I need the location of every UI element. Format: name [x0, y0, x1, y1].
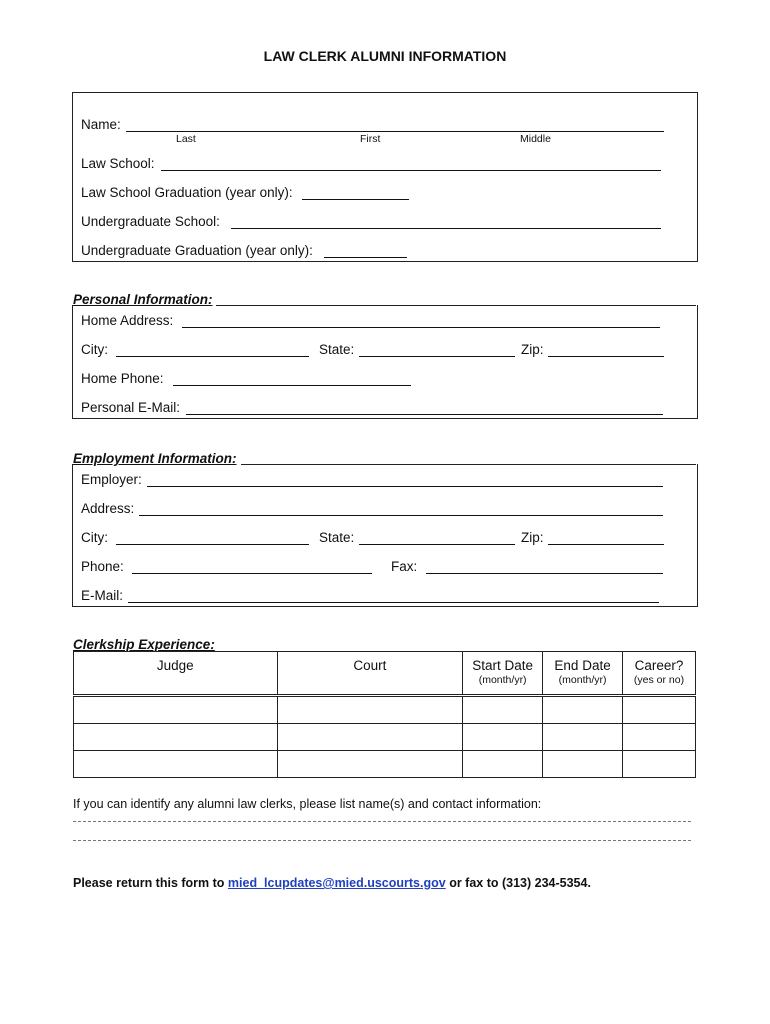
table-row [74, 696, 696, 724]
employer-field[interactable] [147, 486, 663, 487]
personal-city-field[interactable] [116, 356, 309, 357]
start-date-cell[interactable] [463, 724, 543, 751]
home-phone-label: Home Phone: [81, 371, 164, 386]
judge-cell[interactable] [74, 751, 278, 778]
career-cell[interactable] [623, 724, 696, 751]
form-title: LAW CLERK ALUMNI INFORMATION [263, 48, 507, 64]
start-date-column-title: Start Date [472, 658, 534, 673]
table-row [74, 724, 696, 751]
personal-city-label: City: [81, 342, 108, 357]
start-date-column-header [463, 652, 543, 696]
undergrad-grad-field[interactable] [324, 257, 407, 258]
personal-state-label: State: [319, 342, 355, 357]
employment-email-field[interactable] [128, 602, 659, 603]
name-label: Name: [81, 117, 121, 132]
employment-phone-field[interactable] [132, 573, 372, 574]
employer-label: Employer: [81, 472, 142, 487]
career-column-sub: (yes or no) [633, 674, 685, 686]
employment-address-field[interactable] [139, 515, 663, 516]
law-grad-label: Law School Graduation (year only): [81, 185, 293, 200]
employment-state-label: State: [319, 530, 355, 545]
return-instructions [73, 876, 591, 890]
undergrad-grad-label: Undergraduate Graduation (year only): [81, 243, 313, 258]
court-cell[interactable] [277, 751, 463, 778]
employment-info-section [72, 464, 698, 607]
end-date-cell[interactable] [543, 751, 623, 778]
personal-info-heading: Personal Information: [73, 292, 213, 307]
employment-zip-field[interactable] [548, 544, 664, 545]
end-date-column-sub: (month/yr) [558, 674, 607, 686]
employment-info-heading: Employment Information: [73, 451, 237, 466]
personal-email-field[interactable] [186, 414, 663, 415]
career-cell[interactable] [623, 696, 696, 724]
undergrad-field[interactable] [231, 228, 661, 229]
employment-state-field[interactable] [359, 544, 515, 545]
clerkship-header-row [74, 652, 696, 696]
court-column-title: Court [353, 658, 387, 673]
employment-email-label: E-Mail: [81, 588, 124, 603]
employment-city-label: City: [81, 530, 108, 545]
start-date-cell[interactable] [463, 751, 543, 778]
end-date-column-title: End Date [554, 658, 611, 673]
law-grad-field[interactable] [302, 199, 409, 200]
judge-column-header [74, 652, 278, 696]
return-suffix: or fax to (313) 234-5354. [445, 876, 591, 890]
employment-zip-label: Zip: [521, 530, 544, 545]
personal-info-section [72, 305, 698, 419]
end-date-cell[interactable] [543, 696, 623, 724]
court-cell[interactable] [277, 724, 463, 751]
career-column-title: Career? [634, 658, 684, 673]
name-field[interactable] [126, 131, 664, 132]
table-row [74, 751, 696, 778]
law-school-label: Law School: [81, 156, 155, 171]
alumni-contact-line-1[interactable] [73, 821, 691, 822]
law-school-field[interactable] [161, 170, 661, 171]
court-column-header [277, 652, 463, 696]
name-middle-caption: Middle [520, 133, 551, 145]
alumni-note: If you can identify any alumni law clerks, please list name(s) and contact information: [73, 797, 542, 811]
home-phone-field[interactable] [173, 385, 411, 386]
basic-info-section [72, 92, 698, 262]
start-date-column-sub: (month/yr) [478, 674, 527, 686]
name-last-caption: Last [176, 133, 196, 145]
court-cell[interactable] [277, 696, 463, 724]
personal-email-label: Personal E-Mail: [81, 400, 181, 415]
home-address-label: Home Address: [81, 313, 174, 328]
start-date-cell[interactable] [463, 696, 543, 724]
clerkship-table [73, 651, 696, 778]
career-column-header [623, 652, 696, 696]
employment-city-field[interactable] [116, 544, 309, 545]
judge-column-title: Judge [156, 658, 194, 673]
employment-phone-label: Phone: [81, 559, 124, 574]
personal-zip-field[interactable] [548, 356, 664, 357]
home-address-field[interactable] [182, 327, 660, 328]
employment-address-label: Address: [81, 501, 135, 516]
undergrad-label: Undergraduate School: [81, 214, 220, 229]
personal-zip-label: Zip: [521, 342, 544, 357]
return-prefix: Please return this form to [73, 876, 228, 890]
employment-fax-label: Fax: [391, 559, 418, 574]
name-first-caption: First [360, 133, 381, 145]
return-email-link[interactable]: mied_lcupdates@mied.uscourts.gov [227, 876, 446, 890]
judge-cell[interactable] [74, 696, 278, 724]
personal-state-field[interactable] [359, 356, 515, 357]
end-date-column-header [543, 652, 623, 696]
clerkship-heading: Clerkship Experience: [73, 637, 215, 652]
alumni-contact-line-2[interactable] [73, 840, 691, 841]
judge-cell[interactable] [74, 724, 278, 751]
end-date-cell[interactable] [543, 724, 623, 751]
employment-fax-field[interactable] [426, 573, 663, 574]
career-cell[interactable] [623, 751, 696, 778]
